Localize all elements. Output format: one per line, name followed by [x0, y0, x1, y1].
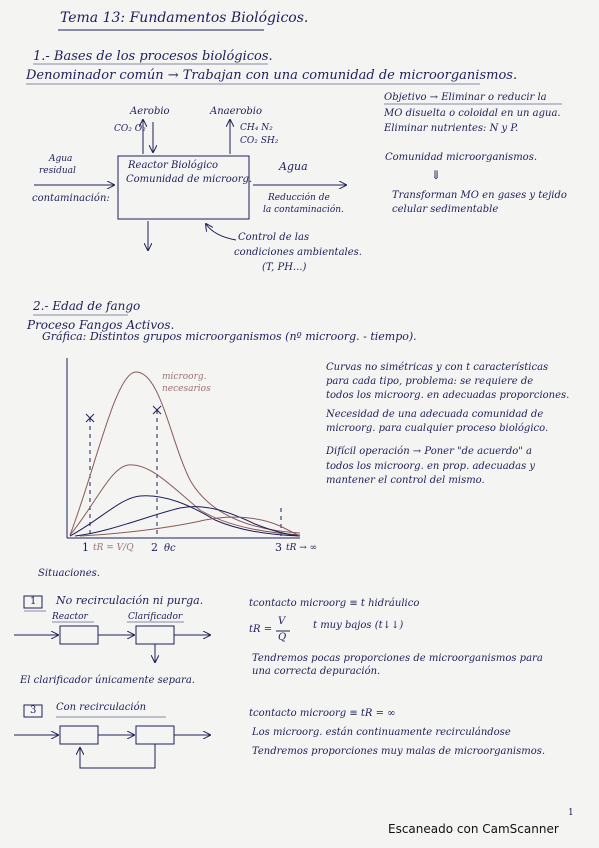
- x-axis-mark-3-sub: tR → ∞: [286, 543, 318, 553]
- transforman-line-2: celular sedimentable: [392, 204, 499, 215]
- note-line: todos los microorg. en prop. adecuadas y: [326, 461, 536, 472]
- note-line: para cada tipo, problema: se requiere de: [326, 376, 534, 387]
- reactor-box-line-2: Comunidad de microorg.: [126, 174, 253, 185]
- double-down-arrow-icon: ⇓: [431, 168, 442, 182]
- s1-reactor-box: [60, 626, 98, 644]
- sit1-frac-den: Q: [278, 632, 287, 643]
- curve-1: [70, 372, 300, 535]
- reactor-label: Reactor: [52, 612, 88, 622]
- sit3-line-2: Los microorg. están continuamente recirculándose: [252, 727, 511, 738]
- situation-3-title: Con recirculación: [56, 702, 147, 713]
- note-line: Necesidad de una adecuada comunidad de: [326, 409, 544, 420]
- situaciones-heading: Situaciones.: [38, 568, 100, 579]
- sit1-line-2-rhs: t muy bajos (t↓↓): [313, 620, 404, 631]
- grafica-label: Gráfica: Distintos grupos microorganismos (nº microorg. - tiempo).: [42, 330, 417, 343]
- situation-3-number: 3: [30, 705, 37, 716]
- clarificador-label: Clarificador: [128, 612, 183, 622]
- note-line: todos los microorg. en adecuadas proporciones.: [326, 390, 570, 401]
- agua-residual-label-2: residual: [39, 166, 76, 176]
- objetivo-line-3: Eliminar nutrientes: N y P.: [384, 123, 519, 134]
- situation-3-number-box: [24, 705, 42, 717]
- objetivo-line-1: Objetivo → Eliminar o reducir la: [384, 92, 547, 103]
- sit1-line-1: tcontacto microorg ≡ t hidráulico: [249, 598, 420, 609]
- situation-1-title: No recirculación ni purga.: [56, 594, 204, 607]
- x-axis-mark-2: 2: [151, 541, 158, 554]
- aerobio-label: Aerobio: [130, 106, 170, 117]
- note-line: mantener el control del mismo.: [326, 475, 485, 486]
- x-axis-mark-3: 3: [275, 541, 282, 554]
- x-axis-mark-1: 1: [82, 541, 89, 554]
- section-1-heading: 1.- Bases de los procesos biológicos.: [33, 49, 273, 64]
- sit1-tr-lhs: tR =: [249, 624, 273, 635]
- reduccion-line-1: Reducción de: [268, 193, 330, 203]
- aerobio-gases: CO₂ O₂: [114, 124, 146, 134]
- reduccion-line-2: la contaminación.: [263, 205, 344, 215]
- note-line: Curvas no simétricas y con t características: [326, 362, 549, 373]
- control-line-2: condiciones ambientales.: [234, 247, 362, 258]
- anaerobio-gases-1: CH₄ N₂: [240, 123, 273, 133]
- agua-out-label: Agua: [279, 160, 308, 173]
- control-line-3: (T, PH...): [262, 262, 307, 273]
- note-line: Difícil operación → Poner "de acuerdo" a: [326, 446, 532, 457]
- scanner-watermark: Escaneado con CamScanner: [388, 822, 559, 836]
- page-title: Tema 13: Fundamentos Biológicos.: [60, 10, 309, 26]
- sit3-line-1: tcontacto microorg ≡ tR = ∞: [249, 708, 396, 719]
- denominador-line: Denominador común → Trabajan con una comunidad de microorganismos.: [26, 68, 518, 83]
- s3-recirculation-loop: [80, 744, 155, 768]
- control-arrow: [206, 224, 236, 240]
- comunidad-label: Comunidad microorganismos.: [385, 152, 538, 163]
- page-number: 1: [568, 808, 574, 818]
- agua-residual-label-1: Agua: [49, 154, 73, 164]
- sit1-line-3: Tendremos pocas proporciones de microorganismos para: [252, 653, 543, 664]
- s1-clarifier-box: [136, 626, 174, 644]
- situation-1-number: 1: [30, 596, 37, 607]
- curve-label-2: necesarios: [162, 384, 211, 394]
- situation-1-number-box: [24, 596, 42, 608]
- x-axis-mark-2-sub: θc: [164, 543, 176, 554]
- s3-reactor-box: [60, 726, 98, 744]
- transforman-line-1: Transforman MO en gases y tejido: [392, 190, 567, 201]
- anaerobio-label: Anaerobio: [210, 106, 262, 117]
- sit3-line-3: Tendremos proporciones muy malas de microorganismos.: [252, 746, 546, 757]
- reactor-box: [118, 156, 249, 219]
- contaminacion-label: contaminación:: [32, 193, 110, 204]
- sit1-frac-num: V: [278, 616, 286, 627]
- reactor-box-line-1: Reactor Biológico: [128, 160, 219, 171]
- objetivo-line-2: MO disuelta o coloidal en un agua.: [384, 108, 561, 119]
- sit1-line-4: una correcta depuración.: [252, 666, 381, 677]
- anaerobio-gases-2: CO₂ SH₂: [240, 136, 279, 146]
- curve-label-1: microorg.: [162, 372, 207, 382]
- note-line: microorg. para cualquier proceso biológico.: [326, 423, 549, 434]
- control-line-1: Control de las: [238, 232, 310, 243]
- x-axis-mark-1-sub: tR = V/Q: [93, 543, 134, 553]
- proceso-label: Proceso Fangos Activos.: [27, 318, 175, 332]
- s3-clarifier-box: [136, 726, 174, 744]
- situation-1-caption: El clarificador únicamente separa.: [20, 675, 195, 686]
- section-2-heading: 2.- Edad de fango: [33, 299, 141, 313]
